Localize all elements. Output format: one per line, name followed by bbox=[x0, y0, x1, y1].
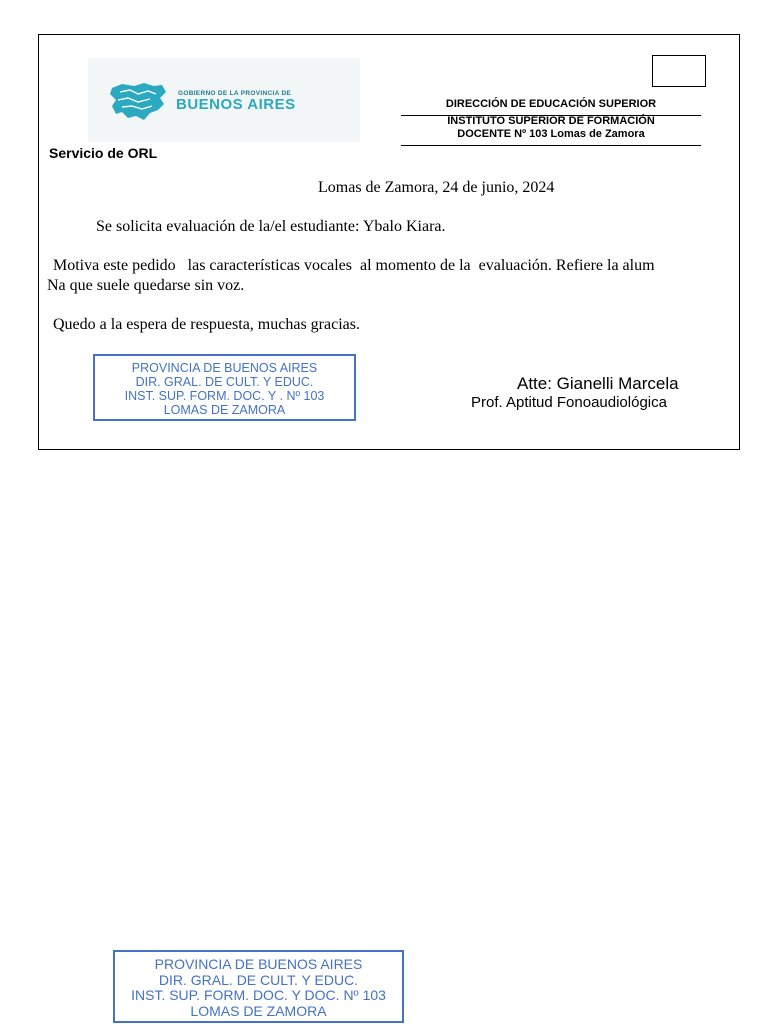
service-label: Servicio de ORL bbox=[49, 145, 158, 161]
letter-closing: Quedo a la espera de respuesta, muchas gracias. bbox=[49, 316, 360, 333]
logo-government-text: GOBIERNO DE LA PROVINCIA DE bbox=[178, 90, 292, 97]
stamp-line: DIR. GRAL. DE CULT. Y EDUC. bbox=[158, 971, 359, 988]
stamp-line: PROVINCIA DE BUENOS AIRES bbox=[154, 956, 363, 972]
letter-request: Se solicita evaluación de la/el estudiante: Ybalo Kiara. bbox=[96, 218, 446, 235]
corner-box bbox=[652, 55, 706, 87]
signature-name: Atte: Gianelli Marcela bbox=[517, 374, 679, 393]
institute-line-1: INSTITUTO SUPERIOR DE FORMACIÓN bbox=[447, 115, 655, 127]
stamp-line: INST. SUP. FORM. DOC. Y . Nº 103 bbox=[124, 389, 325, 403]
stamp-line: INST. SUP. FORM. DOC. Y DOC. Nº 103 bbox=[131, 987, 386, 1003]
stamp-line: DIR. GRAL. DE CULT. Y EDUC. bbox=[135, 375, 314, 389]
stamp-line: LOMAS DE ZAMORA bbox=[163, 403, 286, 417]
letter-date: Lomas de Zamora, 24 de junio, 2024 bbox=[318, 179, 555, 196]
government-logo bbox=[88, 58, 360, 142]
institute-line-2: DOCENTE Nº 103 Lomas de Zamora bbox=[457, 128, 645, 140]
province-map-icon bbox=[108, 80, 170, 122]
stamp-line: LOMAS DE ZAMORA bbox=[190, 1002, 327, 1019]
institute-heading bbox=[401, 115, 701, 141]
direction-heading: DIRECCIÓN DE EDUCACIÓN SUPERIOR bbox=[445, 98, 657, 110]
letter-motive-line-2: Na que suele quedarse sin voz. bbox=[47, 277, 245, 294]
stamp-line: PROVINCIA DE BUENOS AIRES bbox=[131, 361, 318, 375]
institution-stamp-bottom bbox=[113, 950, 404, 1023]
logo-province-name: BUENOS AIRES bbox=[176, 96, 296, 113]
letter-motive-line-1: Motiva este pedido las características vocales al momento de la evaluación. Refiere la alum bbox=[49, 257, 655, 274]
header-divider-bottom bbox=[401, 145, 701, 146]
signature-title: Prof. Aptitud Fonoaudiológica bbox=[471, 394, 667, 411]
institution-stamp-top bbox=[93, 354, 356, 421]
